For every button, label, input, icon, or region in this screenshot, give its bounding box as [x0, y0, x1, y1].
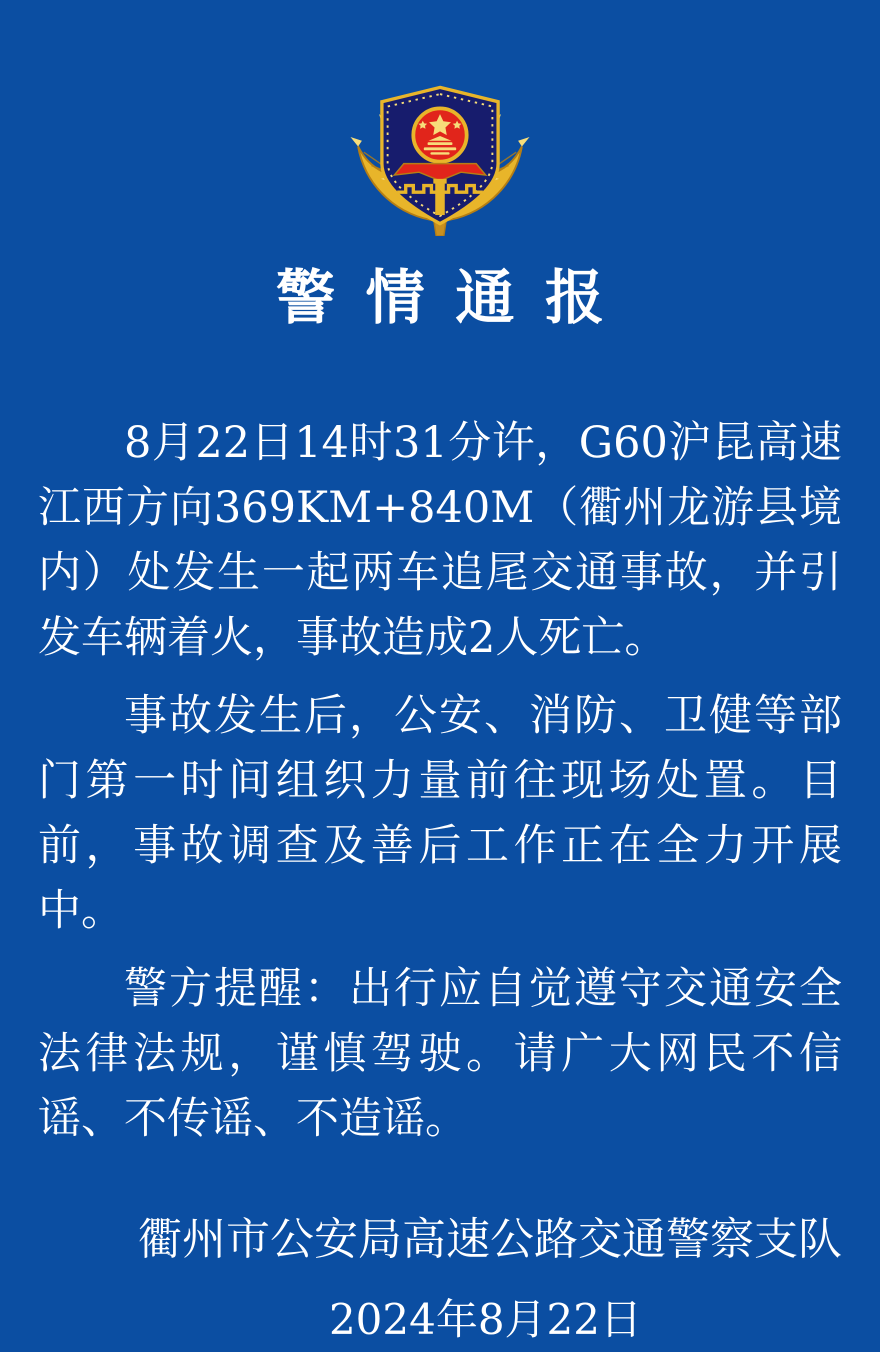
notice-paragraph-1: 8月22日14时31分许，G60沪昆高速江西方向369KM+840M（衢州龙游县境内）处发生一起两车追尾交通事故，并引发车辆着火，事故造成2人死亡。 — [38, 417, 842, 663]
badge-container — [0, 0, 880, 240]
notice-body — [0, 411, 880, 1152]
police-badge-icon — [344, 76, 536, 240]
notice-paragraph-3: 警方提醒：出行应自觉遵守交通安全法律法规，谨慎驾驶。请广大网民不信谣、不传谣、不造谣。 — [38, 963, 842, 1144]
issuing-authority-signature: 衢州市公安局高速公路交通警察支队 — [138, 1213, 842, 1265]
issue-date: 2024年8月22日 — [328, 1294, 642, 1344]
page-title: 警情通报 — [275, 263, 635, 332]
notice-paragraph-2: 事故发生后，公安、消防、卫健等部门第一时间组织力量前往现场处置。目前，事故调查及善后工作正在全力开展中。 — [38, 690, 842, 936]
